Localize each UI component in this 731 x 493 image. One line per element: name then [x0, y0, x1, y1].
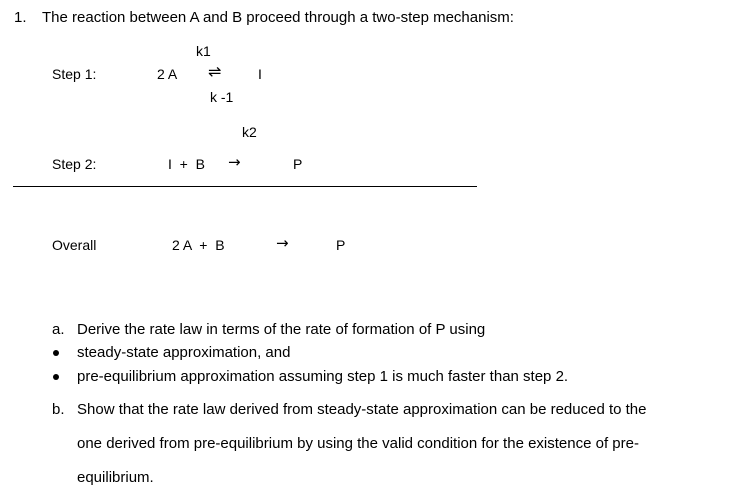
step1-reactant: 2 A: [157, 66, 178, 82]
part-b-line-2: one derived from pre-equilibrium by using the valid condition for the existence of pre-: [77, 435, 639, 452]
summation-divider: [13, 186, 477, 187]
step1-product: I: [258, 66, 262, 82]
overall-reactants: 2 A + B: [172, 237, 225, 253]
rate-constant-k1: k1: [196, 43, 211, 59]
question-number: 1.: [14, 9, 27, 26]
rate-constant-k-minus1: k -1: [210, 89, 234, 105]
bullet-icon: [53, 374, 59, 380]
overall-arrow-icon: →: [276, 234, 289, 252]
part-a-marker: a.: [52, 321, 65, 338]
step2-reactants: I + B: [168, 156, 205, 172]
part-a-bullet-1: steady-state approximation, and: [77, 344, 291, 361]
question-title: The reaction between A and B proceed through a two-step mechanism:: [42, 9, 514, 26]
part-a-text: Derive the rate law in terms of the rate of formation of P using: [77, 321, 486, 338]
step2-label: Step 2:: [52, 156, 97, 172]
overall-label: Overall: [52, 237, 97, 253]
step1-label: Step 1:: [52, 66, 97, 82]
reaction-arrow-icon: →: [228, 153, 241, 171]
bullet-icon: [53, 350, 59, 356]
rate-constant-k2: k2: [242, 124, 257, 140]
step2-product: P: [293, 156, 303, 172]
part-b-marker: b.: [52, 401, 65, 418]
part-b-line-1: Show that the rate law derived from steady-state approximation can be reduced to the: [77, 401, 647, 418]
equilibrium-arrow-icon: ⇌: [208, 62, 222, 81]
part-b-line-3: equilibrium.: [77, 469, 154, 486]
overall-product: P: [336, 237, 346, 253]
part-a-bullet-2: pre-equilibrium approximation assuming step 1 is much faster than step 2.: [77, 368, 569, 385]
